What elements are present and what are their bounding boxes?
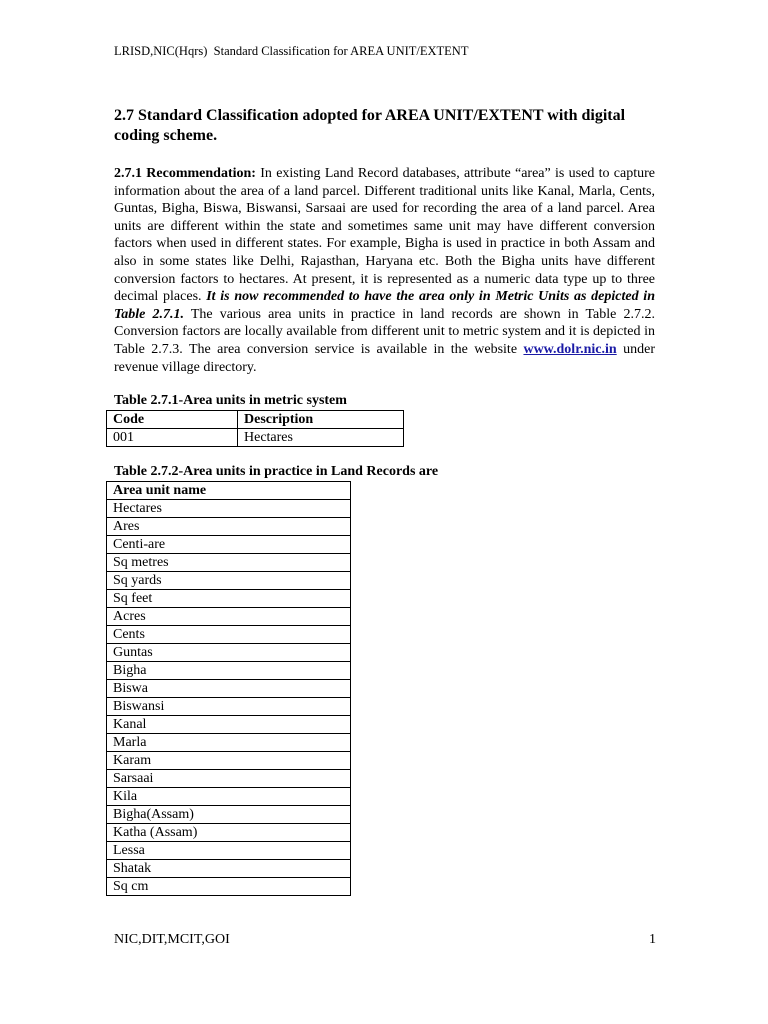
- table1-caption: Table 2.7.1-Area units in metric system: [114, 393, 347, 408]
- recommendation-text-3: under revenue village directory.: [114, 341, 655, 375]
- table-cell-area-unit: Biswa: [107, 680, 351, 698]
- table-row: [107, 500, 351, 518]
- table-row: [107, 536, 351, 554]
- table-header-row: [107, 411, 404, 429]
- table-row: [107, 590, 351, 608]
- table-row: [107, 842, 351, 860]
- table-cell-code: 001: [107, 429, 238, 447]
- table-cell-description: Hectares: [238, 429, 404, 447]
- table-row: [107, 716, 351, 734]
- table-cell-area-unit: Sq cm: [107, 878, 351, 896]
- table-cell-area-unit: Kanal: [107, 716, 351, 734]
- table-row: [107, 860, 351, 878]
- table-cell-area-unit: Sq yards: [107, 572, 351, 590]
- table-cell-area-unit: Sq metres: [107, 554, 351, 572]
- table-row: [107, 518, 351, 536]
- column-header-area-unit-name: Area unit name: [107, 482, 351, 500]
- table-cell-area-unit: Acres: [107, 608, 351, 626]
- table-row: [107, 662, 351, 680]
- table-cell-area-unit: Hectares: [107, 500, 351, 518]
- table-cell-area-unit: Marla: [107, 734, 351, 752]
- table-row: [107, 788, 351, 806]
- table-header-row: [107, 482, 351, 500]
- recommendation-emphasis: It is now recommended to have the area only in Metric Units as depicted in Table 2.7.1.: [114, 289, 655, 322]
- table-cell-area-unit: Kila: [107, 788, 351, 806]
- table-row: [107, 608, 351, 626]
- table-row: [107, 644, 351, 662]
- metric-units-table: [106, 410, 404, 447]
- table-cell-area-unit: Lessa: [107, 842, 351, 860]
- area-units-table: [106, 481, 351, 896]
- table-cell-area-unit: Ares: [107, 518, 351, 536]
- recommendation-lead: 2.7.1 Recommendation:: [114, 166, 256, 181]
- table-cell-area-unit: Karam: [107, 752, 351, 770]
- table-row: [107, 824, 351, 842]
- column-header-code: Code: [107, 411, 238, 429]
- table-cell-area-unit: Shatak: [107, 860, 351, 878]
- table-row: [107, 554, 351, 572]
- table2-caption: Table 2.7.2-Area units in practice in Land Records are: [114, 464, 439, 479]
- table-cell-area-unit: Bigha: [107, 662, 351, 680]
- table-row: [107, 698, 351, 716]
- table-cell-area-unit: Cents: [107, 626, 351, 644]
- recommendation-text-1: In existing Land Record databases, attribute “area” is used to capture information about the area of a land parcel. Different traditional units like Kanal, Marla, Cents, Guntas, Bigha, Biswa, Biswansi, Sarsaai are used for recording the area of a land parcel. Area units are different within the state and sometimes same unit may have different conversion factors when used in different states. For example, Bigha is used in practice in both Assam and also in some states like Delhi, Rajasthan, Haryana etc. Both the Bigha units have different conversion factors to hectares. At present, it is represented as a numeric data type up to three decimal places.: [114, 166, 655, 305]
- table-row: [107, 572, 351, 590]
- recommendation-paragraph: [114, 165, 655, 376]
- table-cell-area-unit: Centi-are: [107, 536, 351, 554]
- table-row: [107, 806, 351, 824]
- table-row: [107, 878, 351, 896]
- table-row: [107, 680, 351, 698]
- table-cell-area-unit: Guntas: [107, 644, 351, 662]
- recommendation-text-2: The various area units in practice in land records are shown in Table 2.7.2. Conversion factors are locally available from different unit to metric system and it is depicted in Table 2.7.3. The area conversion service is available in the website: [114, 306, 655, 357]
- table-row: [107, 734, 351, 752]
- column-header-description: Description: [238, 411, 404, 429]
- dolr-website-link[interactable]: www.dolr.nic.in: [523, 341, 617, 357]
- table-row: [107, 429, 404, 447]
- table-cell-area-unit: Katha (Assam): [107, 824, 351, 842]
- page-number: 1: [649, 932, 656, 947]
- table-cell-area-unit: Sarsaai: [107, 770, 351, 788]
- footer-organization: NIC,DIT,MCIT,GOI: [114, 932, 230, 947]
- running-header: LRISD,NIC(Hqrs) Standard Classification for AREA UNIT/EXTENT: [114, 44, 469, 58]
- table-row: [107, 626, 351, 644]
- table-row: [107, 770, 351, 788]
- table-row: [107, 752, 351, 770]
- table-cell-area-unit: Bigha(Assam): [107, 806, 351, 824]
- table-cell-area-unit: Biswansi: [107, 698, 351, 716]
- table-cell-area-unit: Sq feet: [107, 590, 351, 608]
- section-title: 2.7 Standard Classification adopted for AREA UNIT/EXTENT with digital coding scheme.: [114, 107, 626, 144]
